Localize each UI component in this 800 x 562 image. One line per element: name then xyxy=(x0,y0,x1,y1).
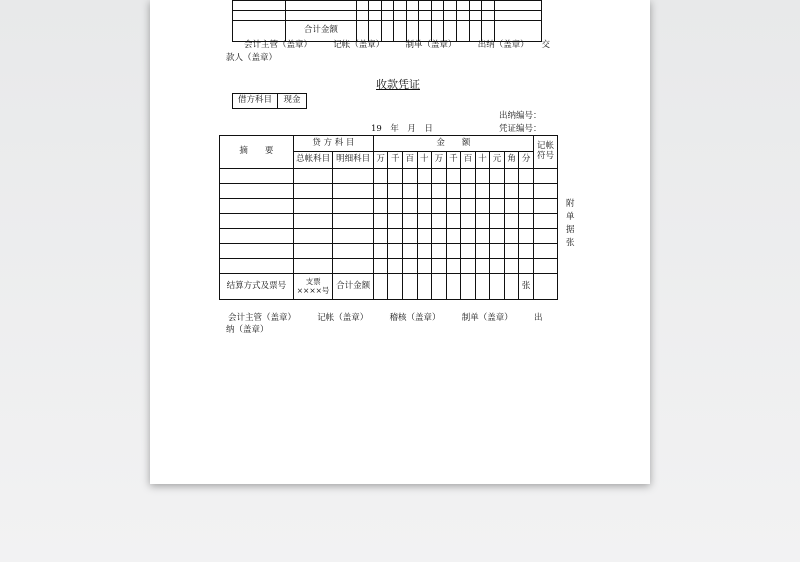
previous-signatures: 会计主管（盖章） 记帐（盖章） 制单（盖章） 出纳（盖章） 交 xyxy=(244,40,551,50)
table-row xyxy=(220,214,558,229)
table-row xyxy=(220,229,558,244)
digit-header: 百 xyxy=(402,152,417,169)
digit-header: 万 xyxy=(432,152,447,169)
digit-header: 千 xyxy=(388,152,403,169)
summary-header: 摘 要 xyxy=(220,136,294,169)
settlement-value: 支票××××号 xyxy=(293,274,333,300)
table-row xyxy=(220,259,558,274)
digit-header: 十 xyxy=(417,152,432,169)
voucher-title: 收款凭证 xyxy=(376,78,420,91)
digit-header: 分 xyxy=(519,152,534,169)
posting-header: 记帐符号 xyxy=(533,136,557,169)
digit-header: 角 xyxy=(504,152,519,169)
table-row xyxy=(220,244,558,259)
detail-account-header: 明细科目 xyxy=(333,152,374,169)
digit-header: 十 xyxy=(475,152,490,169)
voucher-signatures-wrap: 纳（盖章） xyxy=(226,325,269,335)
debit-account-value: 现金 xyxy=(278,94,307,109)
document-page xyxy=(150,0,650,484)
voucher-table xyxy=(219,135,558,300)
previous-total-label: 合计金额 xyxy=(286,21,357,42)
amount-header: 金 额 xyxy=(373,136,533,152)
attachment-label-4: 张 xyxy=(566,238,575,248)
attachment-count-label: 张 xyxy=(519,274,534,300)
debit-account-box xyxy=(232,93,307,109)
attachment-label-3: 据 xyxy=(566,225,575,235)
total-amount-label: 合计金额 xyxy=(333,274,374,300)
table-row xyxy=(220,184,558,199)
cashier-number-label: 出纳编号： xyxy=(499,111,542,121)
credit-account-header: 贷 方 科 目 xyxy=(293,136,373,152)
previous-voucher-table xyxy=(232,0,542,42)
digit-header: 万 xyxy=(373,152,388,169)
attachment-label-2: 单 xyxy=(566,212,575,222)
table-row xyxy=(220,199,558,214)
attachment-label-1: 附 xyxy=(566,199,575,209)
digit-header: 千 xyxy=(446,152,461,169)
table-row xyxy=(220,169,558,184)
settlement-label: 结算方式及票号 xyxy=(220,274,294,300)
debit-account-label: 借方科目 xyxy=(233,94,278,109)
digit-header: 元 xyxy=(490,152,505,169)
digit-header: 百 xyxy=(461,152,476,169)
previous-signatures-wrap: 款人（盖章） xyxy=(226,53,278,63)
voucher-number-label: 凭证编号： xyxy=(499,124,542,134)
voucher-signatures: 会计主管（盖章） 记帐（盖章） 稽核（盖章） 制单（盖章） 出 xyxy=(228,313,543,323)
general-account-header: 总帐科目 xyxy=(293,152,333,169)
voucher-date: 19 年 月 日 xyxy=(371,124,433,134)
